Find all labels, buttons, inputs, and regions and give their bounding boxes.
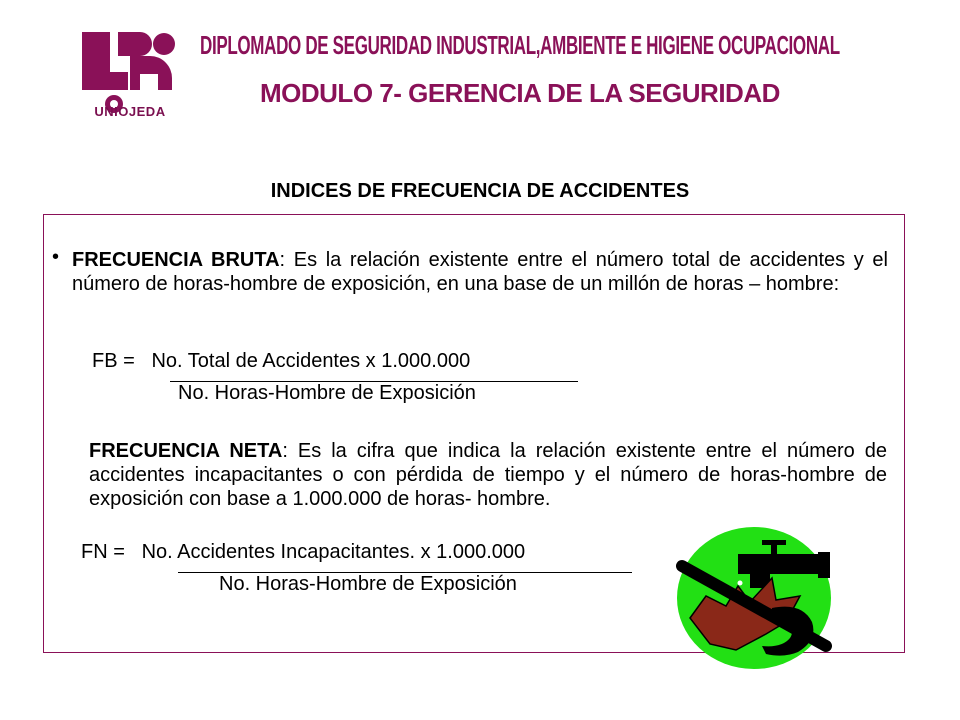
frecuencia-bruta-term: FRECUENCIA BRUTA: [72, 249, 280, 271]
section-title: INDICES DE FRECUENCIA DE ACCIDENTES: [270, 180, 690, 202]
formula-fb-numerator: FB = No. Total de Accidentes x 1.000.000: [92, 350, 471, 372]
header-title-line1: DIPLOMADO DE SEGURIDAD INDUSTRIAL,AMBIENTE E HIGIENE OCUPACIONAL: [200, 30, 840, 60]
formula-fb-denominator: No. Horas-Hombre de Exposición: [178, 382, 476, 404]
bullet-marker: •: [52, 246, 60, 268]
formula-fn-denominator: No. Horas-Hombre de Exposición: [219, 573, 517, 595]
logo-text: UNIOJEDA: [94, 104, 166, 119]
frecuencia-neta-paragraph: [89, 439, 887, 511]
frecuencia-neta-term: FRECUENCIA NETA: [89, 440, 283, 462]
leaking-faucet-icon: [676, 526, 832, 670]
frecuencia-neta-text: : Es la cifra que indica la relación existente entre el número de accidentes incapacitantes o con pérdida de tiempo y el número de horas-hombre de exposición con base a 1.000.000 de horas- hombre.: [89, 440, 887, 510]
formula-fn-numerator: FN = No. Accidentes Incapacitantes. x 1.000.000: [81, 541, 526, 563]
frecuencia-bruta-text: : Es la relación existente entre el número total de accidentes y el número de horas-hombre de exposición, en una base de un millón de horas – hombre:: [72, 249, 888, 295]
frecuencia-bruta-paragraph: [72, 248, 888, 296]
header-title-line2: MODULO 7- GERENCIA DE LA SEGURIDAD: [260, 78, 780, 108]
